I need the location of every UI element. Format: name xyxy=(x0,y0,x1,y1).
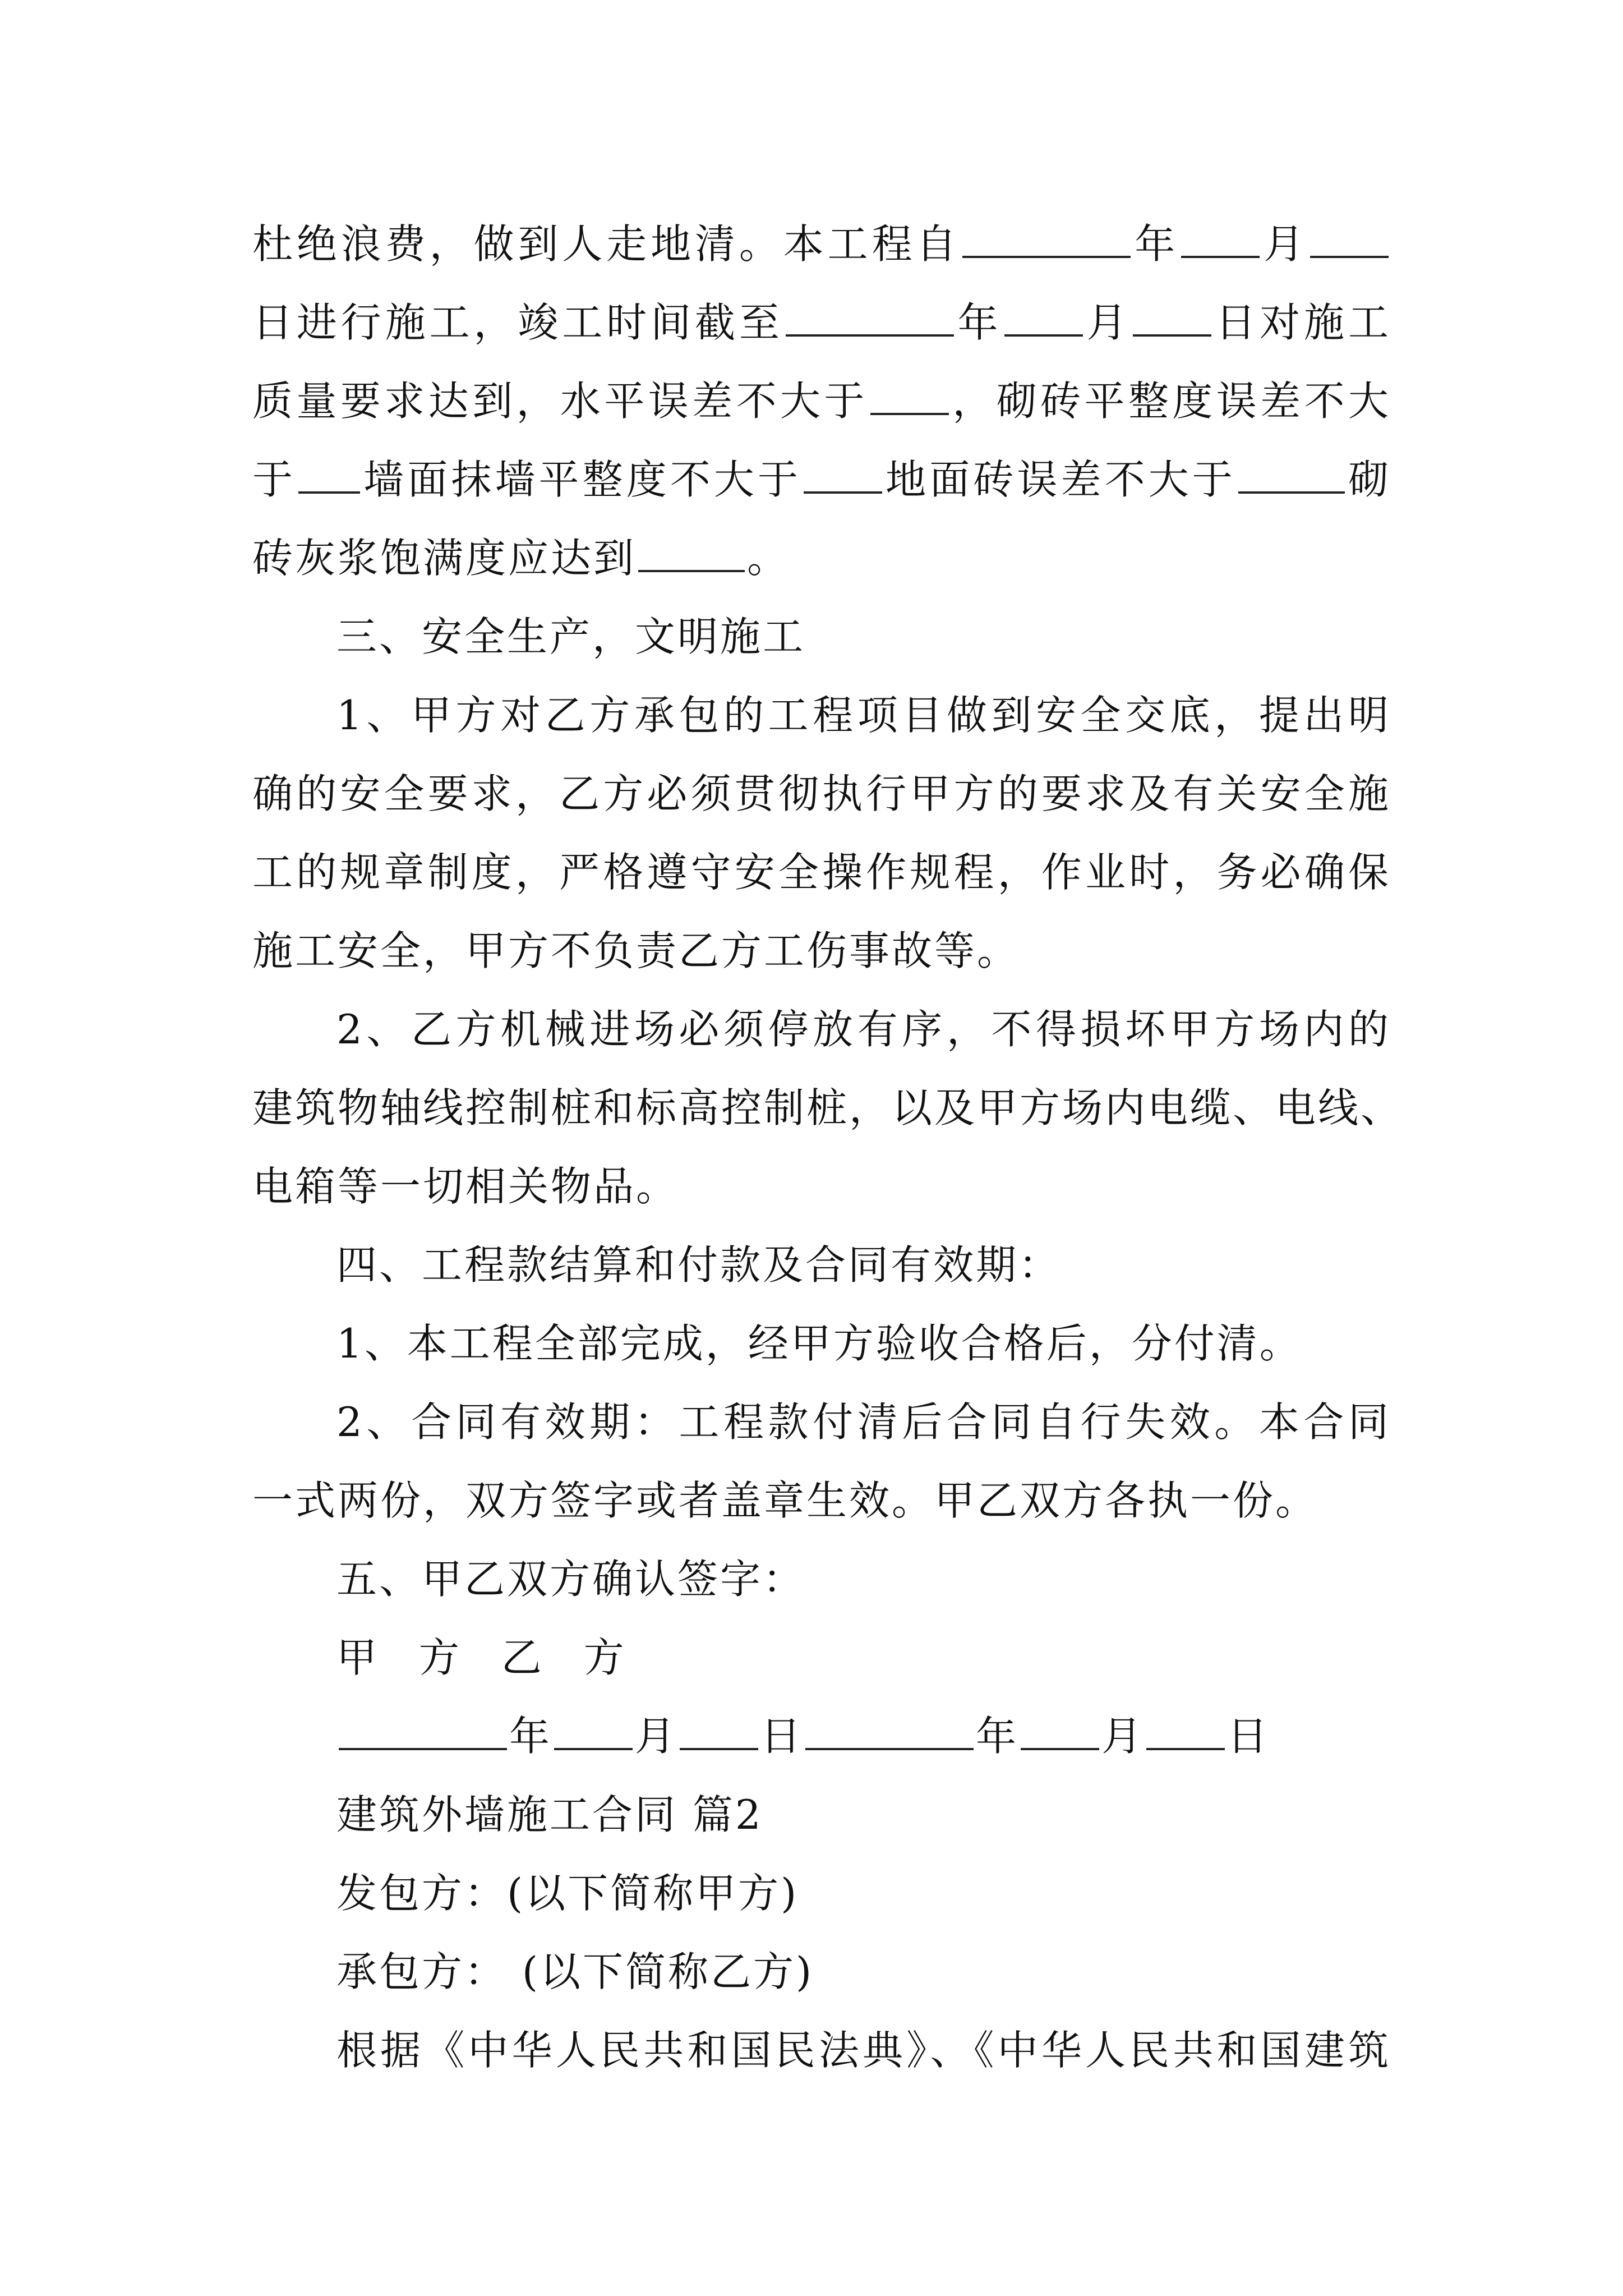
blank-field xyxy=(1238,458,1345,494)
paragraph-line: 1、本工程全部完成，经甲方验收合格后，分付清。 xyxy=(336,1320,1302,1367)
text-run: 日对施工 xyxy=(1214,299,1391,346)
text-run: 日 xyxy=(1227,1713,1270,1760)
text-run: 日 xyxy=(760,1713,804,1760)
paragraph-line xyxy=(252,452,1391,508)
section-heading: 三、安全生产，文明施工 xyxy=(336,613,806,660)
blank-field xyxy=(1021,1714,1099,1750)
paragraph-line xyxy=(252,530,1391,586)
paragraph-line: 2、乙方机械进场必须停放有序，不得损坏甲方场内的 xyxy=(336,1006,1391,1053)
paragraph-line: 电箱等一切相关物品。 xyxy=(252,1163,679,1210)
paragraph-line: 施工安全，甲方不负责乙方工伤事故等。 xyxy=(252,927,1020,974)
text-run: 于 xyxy=(252,456,297,503)
paragraph-line: 确的安全要求，乙方必须贯彻执行甲方的要求及有关安全施 xyxy=(252,770,1391,817)
text-run: 年 xyxy=(976,1713,1019,1760)
blank-field xyxy=(1310,222,1389,258)
text-run: 月 xyxy=(1262,220,1308,268)
text-run: 墙面抹墙平整度不大于 xyxy=(362,456,802,503)
text-run: 日进行施工，竣工时间截至 xyxy=(252,299,783,346)
text-run: 年 xyxy=(956,299,1002,346)
section-heading: 四、工程款结算和付款及合同有效期： xyxy=(336,1241,1062,1289)
text-run: 月 xyxy=(1085,299,1131,346)
paragraph-line: 1、甲方对乙方承包的工程项目做到安全交底，提出明 xyxy=(336,692,1391,739)
blank-field xyxy=(680,1714,758,1750)
party-b-line: 承包方： (以下简称乙方) xyxy=(336,1948,814,1995)
text-run: 月 xyxy=(1101,1713,1145,1760)
text-run: 质量要求达到，水平误差不大于 xyxy=(252,378,868,425)
blank-field xyxy=(1146,1714,1225,1750)
paragraph-line xyxy=(252,373,1391,429)
text-run: 砌 xyxy=(1347,456,1391,503)
blank-field xyxy=(298,458,360,494)
document-subtitle: 建筑外墙施工合同 篇2 xyxy=(336,1791,763,1838)
text-run: 年 xyxy=(1133,220,1179,268)
section-heading: 五、甲乙双方确认签字： xyxy=(336,1556,806,1603)
paragraph-line xyxy=(252,295,1391,351)
text-run: 砖灰浆饱满度应达到 xyxy=(252,535,637,582)
paragraph-line: 建筑物轴线控制桩和标高控制桩，以及甲方场内电缆、电线、 xyxy=(252,1084,1404,1131)
text-run: 杜绝浪费，做到人走地清。本工程自 xyxy=(252,220,961,268)
text-run: 年 xyxy=(509,1713,552,1760)
text-run: 。 xyxy=(747,535,790,582)
blank-field xyxy=(1181,222,1260,258)
blank-field xyxy=(554,1714,633,1750)
blank-field xyxy=(1133,301,1211,337)
blank-field xyxy=(786,301,954,337)
blank-field xyxy=(339,1714,507,1750)
text-run: 地面砖误差不大于 xyxy=(884,456,1236,503)
blank-field xyxy=(804,458,882,494)
paragraph-line xyxy=(252,216,1391,272)
paragraph-line: 工的规章制度，严格遵守安全操作规程，作业时，务必确保 xyxy=(252,849,1391,896)
signature-parties: 甲 方 乙 方 xyxy=(336,1634,639,1681)
paragraph-line: 根据《中华人民共和国民法典》、《中华人民共和国建筑 xyxy=(336,2027,1391,2074)
paragraph-line: 2、合同有效期：工程款付清后合同自行失效。本合同 xyxy=(336,1398,1391,1446)
text-run: 月 xyxy=(635,1713,678,1760)
blank-field xyxy=(870,379,949,415)
paragraph-line: 一式两份，双方签字或者盖章生效。甲乙双方各执一份。 xyxy=(252,1477,1318,1524)
text-run: ，砌砖平整度误差不大 xyxy=(951,378,1391,425)
blank-field xyxy=(962,222,1131,258)
party-a-line: 发包方：(以下简称甲方) xyxy=(336,1870,799,1917)
blank-field xyxy=(1004,301,1083,337)
blank-field xyxy=(638,536,745,572)
blank-field xyxy=(805,1714,974,1750)
signature-date-line xyxy=(336,1708,1391,1764)
